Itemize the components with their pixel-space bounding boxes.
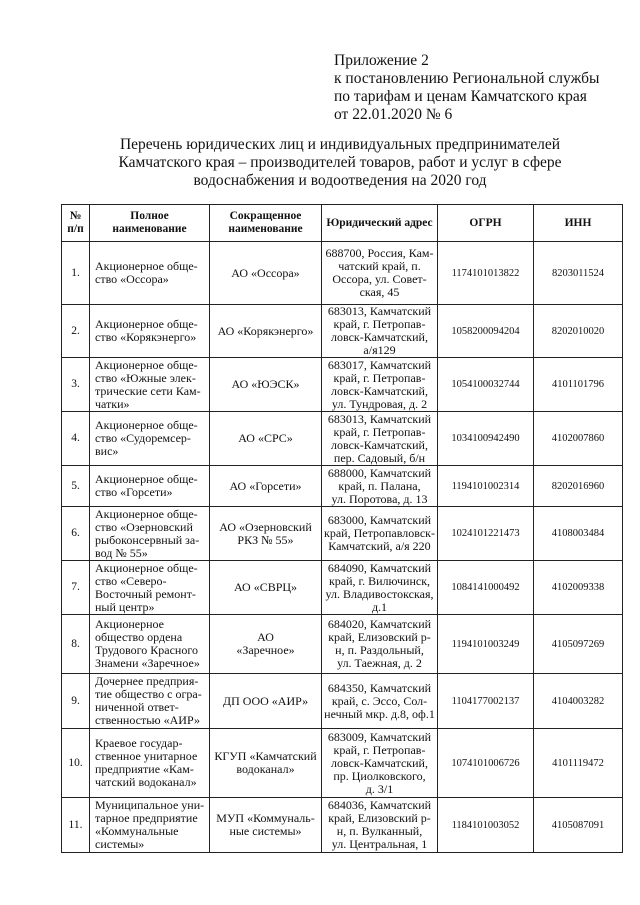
cell-inn: 4102007860 (534, 412, 623, 466)
cell-full-name: Акционерное обще- ство «Оссора» (90, 242, 210, 305)
cell-short-name: АО «СРС» (210, 412, 322, 466)
cell-inn: 4101119472 (534, 729, 623, 798)
header-num: № п/п (62, 205, 90, 242)
cell-address: 688000, Камчатский край, п. Палана, ул. Поротова, д. 13 (322, 466, 438, 507)
table-row (62, 242, 623, 305)
appendix-line: от 22.01.2020 № 6 (334, 106, 453, 123)
title-line: Камчатского края – производителей товаров, работ и услуг в сфере (118, 154, 562, 171)
title-line: водоснабжения и водоотведения на 2020 год (193, 172, 487, 189)
cell-num: 7. (62, 561, 90, 615)
table-header-row (62, 205, 623, 242)
cell-ogrn: 1024101221473 (438, 507, 534, 561)
cell-address: 684036, Камчатский край, Елизовский р- н, п. Вулканный, ул. Центральная, 1 (322, 798, 438, 853)
cell-short-name: МУП «Коммуналь- ные системы» (210, 798, 322, 853)
cell-short-name: АО «Горсети» (210, 466, 322, 507)
appendix-header (334, 52, 634, 124)
cell-full-name: Акционерное обще- ство «Озерновский рыбоконсервный за- вод № 55» (90, 507, 210, 561)
table-row (62, 466, 623, 507)
cell-inn: 4104003282 (534, 674, 623, 729)
entities-table (61, 204, 623, 853)
cell-address: 683017, Камчатский край, г. Петропав- ловск-Камчатский, ул. Тундровая, д. 2 (322, 358, 438, 412)
cell-ogrn: 1194101002314 (438, 466, 534, 507)
cell-inn: 8203011524 (534, 242, 623, 305)
table-row (62, 507, 623, 561)
cell-address: 684090, Камчатский край, г. Вилючинск, ул. Владивостокская, д.1 (322, 561, 438, 615)
cell-inn: 4102009338 (534, 561, 623, 615)
cell-ogrn: 1194101003249 (438, 615, 534, 674)
table-row (62, 561, 623, 615)
cell-address: 683009, Камчатский край, г. Петропав- ловск-Камчатский, пр. Циолковского, д. 3/1 (322, 729, 438, 798)
cell-short-name: АО «СВРЦ» (210, 561, 322, 615)
table-row (62, 729, 623, 798)
cell-full-name: Дочернее предприя- тие общество с огра- ниченной ответ- ственностью «АИР» (90, 674, 210, 729)
cell-short-name: КГУП «Камчатский водоканал» (210, 729, 322, 798)
cell-num: 11. (62, 798, 90, 853)
cell-full-name: Акционерное обще- ство «Судоремсер- вис» (90, 412, 210, 466)
cell-num: 4. (62, 412, 90, 466)
cell-full-name: Акционерное обще- ство «Северо- Восточный ремонт- ный центр» (90, 561, 210, 615)
cell-num: 2. (62, 305, 90, 358)
cell-num: 3. (62, 358, 90, 412)
table-row (62, 412, 623, 466)
cell-full-name: Акционерное общество ордена Трудового Красного Знамени «Заречное» (90, 615, 210, 674)
appendix-line: Приложение 2 (334, 52, 429, 69)
table-row (62, 305, 623, 358)
table-row (62, 798, 623, 853)
cell-ogrn: 1084141000492 (438, 561, 534, 615)
cell-inn: 8202016960 (534, 466, 623, 507)
cell-address: 688700, Россия, Кам- чатский край, п. Оссора, ул. Совет- ская, 45 (322, 242, 438, 305)
cell-full-name: Муниципальное уни- тарное предприятие «Коммунальные системы» (90, 798, 210, 853)
cell-ogrn: 1104177002137 (438, 674, 534, 729)
cell-short-name: АО «Озерновский РКЗ № 55» (210, 507, 322, 561)
cell-short-name: ДП ООО «АИР» (210, 674, 322, 729)
header-full-name: Полное наименование (90, 205, 210, 242)
cell-ogrn: 1174101013822 (438, 242, 534, 305)
header-address: Юридический адрес (322, 205, 438, 242)
cell-full-name: Акционерное обще- ство «Корякэнерго» (90, 305, 210, 358)
cell-full-name: Акционерное обще- ство «Горсети» (90, 466, 210, 507)
cell-address: 683013, Камчатский край, г. Петропав- ловск-Камчатский, пер. Садовый, б/н (322, 412, 438, 466)
table-row (62, 615, 623, 674)
table-row (62, 674, 623, 729)
cell-num: 1. (62, 242, 90, 305)
cell-ogrn: 1054100032744 (438, 358, 534, 412)
cell-short-name: АО «ЮЭСК» (210, 358, 322, 412)
cell-short-name: АО «Оссора» (210, 242, 322, 305)
cell-inn: 4108003484 (534, 507, 623, 561)
cell-address: 683000, Камчатский край, Петропавловск- Камчатский, а/я 220 (322, 507, 438, 561)
cell-num: 10. (62, 729, 90, 798)
header-inn: ИНН (534, 205, 623, 242)
cell-ogrn: 1058200094204 (438, 305, 534, 358)
cell-inn: 4105087091 (534, 798, 623, 853)
cell-ogrn: 1074101006726 (438, 729, 534, 798)
appendix-line: по тарифам и ценам Камчатского края (334, 88, 587, 105)
header-ogrn: ОГРН (438, 205, 534, 242)
table-row (62, 358, 623, 412)
header-short-name: Сокращенное наименование (210, 205, 322, 242)
cell-ogrn: 1184101003052 (438, 798, 534, 853)
cell-num: 5. (62, 466, 90, 507)
cell-full-name: Акционерное обще- ство «Южные элек- трические сети Кам- чатки» (90, 358, 210, 412)
cell-num: 8. (62, 615, 90, 674)
cell-num: 9. (62, 674, 90, 729)
cell-address: 683013, Камчатский край, г. Петропав- ловск-Камчатский, а/я129 (322, 305, 438, 358)
cell-short-name: АО «Корякэнерго» (210, 305, 322, 358)
appendix-line: к постановлению Региональной службы (334, 70, 600, 87)
cell-address: 684020, Камчатский край, Елизовский р- н, п. Раздольный, ул. Таежная, д. 2 (322, 615, 438, 674)
cell-inn: 8202010020 (534, 305, 623, 358)
cell-num: 6. (62, 507, 90, 561)
cell-inn: 4105097269 (534, 615, 623, 674)
cell-ogrn: 1034100942490 (438, 412, 534, 466)
cell-full-name: Краевое государ- ственное унитарное предприятие «Кам- чатский водоканал» (90, 729, 210, 798)
document-title (60, 136, 620, 190)
cell-inn: 4101101796 (534, 358, 623, 412)
cell-address: 684350, Камчатский край, с. Эссо, Сол- нечный мкр. д.8, оф.1 (322, 674, 438, 729)
title-line: Перечень юридических лиц и индивидуальных предпринимателей (119, 136, 561, 153)
cell-short-name: АО «Заречное» (210, 615, 322, 674)
